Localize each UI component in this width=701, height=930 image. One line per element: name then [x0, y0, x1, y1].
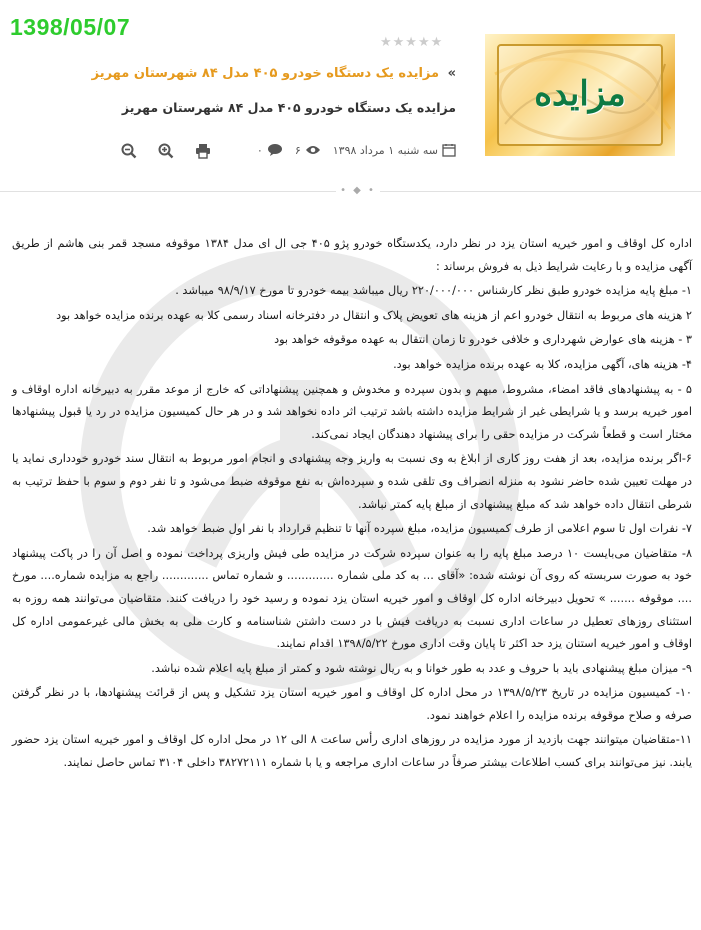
body-paragraph: ۶-اگر برنده مزایده، بعد از هفت روز کاری از ابلاغ به وی نسبت به واریز وجه پیشنهادی و انجام امور مربوط به انتقال سند خودرو خودداری نماید یا در مهلت تعیین شده حاضر نشود به منزله انصراف وی تلقی شده و سپرده‌اش به نفع موقوفه ضبط می‌شود و تا نفر دوم و سوم با حفظ ترتیب به شرطی انتقال داده خواهد شد که مبلغ پیشنهادی از مبلغ پایه کمتر نباشد. [12, 452, 692, 511]
meta-date-text: سه شنبه ۱ مرداد ۱۳۹۸ [332, 143, 438, 157]
meta-comments[interactable] [257, 143, 283, 157]
body-paragraph: ۵ - به پیشنهادهای فاقد امضاء، مشروط، مبهم و بدون سپرده و مخدوش و همچنین پیشنهاداتی که خارج از موعد مقرر به دبیرخانه اداره اوقاف و امور خیریه برسد و یا شرایطی غیر از شرایط مزایده داشته باشد ترتیب اثر داده نخواهد شد و در هر حال کمیسیون مزایده در رد یا قبول پیشنهادها مختار است و قطعاً شرکت در مزایده حقی را برای پیشنهاد دهندگان ایجاد نمی‌کند. [12, 382, 692, 441]
body-paragraph: ۹- میزان مبلغ پیشنهادی باید با حروف و عدد به طور خوانا و به ریال نوشته شود و کمتر از مبلغ پایه اعلام شده نباشد. [151, 661, 692, 675]
print-icon [195, 143, 211, 159]
body-paragraph: ۱- مبلغ پایه مزایده خودرو طبق نظر کارشناس ۲۲۰/۰۰۰/۰۰۰ ریال میباشد بیمه خودرو تا مورخ ۹۸/۹/۱۷ میباشد . [175, 284, 692, 298]
meta-views [295, 144, 321, 157]
date-stamp: 1398/05/07 [10, 14, 131, 40]
article-body [12, 233, 692, 777]
zoom-out-button[interactable] [118, 141, 140, 161]
zoom-out-icon [121, 143, 137, 159]
print-button[interactable] [192, 141, 214, 161]
body-paragraph: ۳ - هزینه های عوارض شهرداری و خلافی خودرو تا زمان انتقال به عهده موقوفه خواهد بود [274, 333, 692, 347]
article-title-text[interactable]: مزایده یک دستگاه خودرو ۴۰۵ مدل ۸۴ شهرستان مهریز [91, 66, 440, 81]
body-paragraph: ۱۱-متقاضیان میتوانند جهت بازدید از مورد مزایده در روزهای اداری رأس ساعت ۸ الی ۱۲ در محل اداره کل اوقاف و امور خیریه استان یزد حضور یابند. نیز می‌توانند برای کسب اطلاعات بیشتر صرفاً در ساعات اداری مراجعه و یا با شماره ۳۸۲۷۲۱۱۱ داخلی ۳۱۰۴ تماس حاصل نمایند. [12, 733, 692, 770]
body-paragraph: ۸- متقاضیان می‌بایست ۱۰ درصد مبلغ پایه را به عنوان سپرده شرکت در مزایده طی فیش واریزی پرداخت نموده و اصل آن را در پاکت پیشنهاد خود به صورت سربسته که روی آن نوشته شده: «آقای ... به کد ملی شماره ............. و شماره تماس ............. راجع به مزایده شماره.... مورخ .... موقوفه ....... » تحویل دبیرخانه اداره کل اوقاف و امور خیریه استان یزد نموده و رسید خود را دریافت کنند. متقاضیان می‌توانند همه روزه به استثنای روزهای تعطیل در ساعات اداری نسبت به دریافت فیش با در دست داشتن شناسنامه و کارت ملی به بخش مالی غیرعمومی اداره کل اوقاف و امور خیریه استنان یزد حد اکثر تا پایان وقت اداری مورخ ۱۳۹۸/۵/۲۲ اقدام نمایند. [12, 546, 693, 651]
article-meta [245, 143, 456, 157]
meta-views-count: ۶ [294, 143, 301, 157]
meta-comments-count: ۰ [256, 143, 263, 157]
body-paragraph: اداره کل اوقاف و امور خیریه استان یزد در نظر دارد، یکدستگاه خودرو پژو ۴۰۵ جی ال ای مدل ۱۳۸۴ موقوفه مسجد قمر بنی هاشم از طریق آگهی مزایده و با رعایت شرایط ذیل به فروش برساند : [12, 237, 692, 273]
auction-logo [485, 34, 675, 156]
body-paragraph: ۴- هزینه های، آگهی مزایده، کلا به عهده برنده مزایده خواهد بود. [393, 357, 692, 371]
logo-text: مزایده [534, 74, 626, 114]
comment-icon [267, 143, 283, 157]
eye-icon [305, 144, 321, 156]
article-toolbar [118, 141, 214, 161]
title-prefix: » [447, 66, 456, 81]
divider-ornament: • ◆ • [336, 185, 380, 196]
body-paragraph: ۲ هزینه های مربوط به انتقال خودرو اعم از هزینه های تعویض پلاک و انتقال در دفترخانه اسناد رسمی کلا به عهده برنده مزایده خواهد بود [56, 308, 692, 322]
article-subtitle: مزایده یک دستگاه خودرو ۴۰۵ مدل ۸۴ شهرستان مهریز [121, 100, 456, 115]
body-paragraph: ۱۰- کمیسیون مزایده در تاریخ ۱۳۹۸/۵/۲۳ در محل اداره کل اوقاف و امور خیریه استان یزد تشکیل و پس از قرائت پیشنهادها، با در نظر گرفتن صرفه و صلاح موقوفه برنده مزایده را اعلام خواهند نمود. [12, 686, 692, 722]
meta-date [333, 143, 456, 157]
rating-stars[interactable]: ★★★★★ [380, 35, 444, 50]
calendar-icon [442, 143, 456, 157]
zoom-in-button[interactable] [155, 141, 177, 161]
body-paragraph: ۷- نفرات اول تا سوم اعلامی از طرف کمیسیون مزایده، مبلغ سپرده آنها تا تنظیم قرارداد با نفر اول ضبط خواهد شد. [147, 522, 692, 536]
article-title-link[interactable] [36, 66, 456, 81]
zoom-in-icon [158, 143, 174, 159]
